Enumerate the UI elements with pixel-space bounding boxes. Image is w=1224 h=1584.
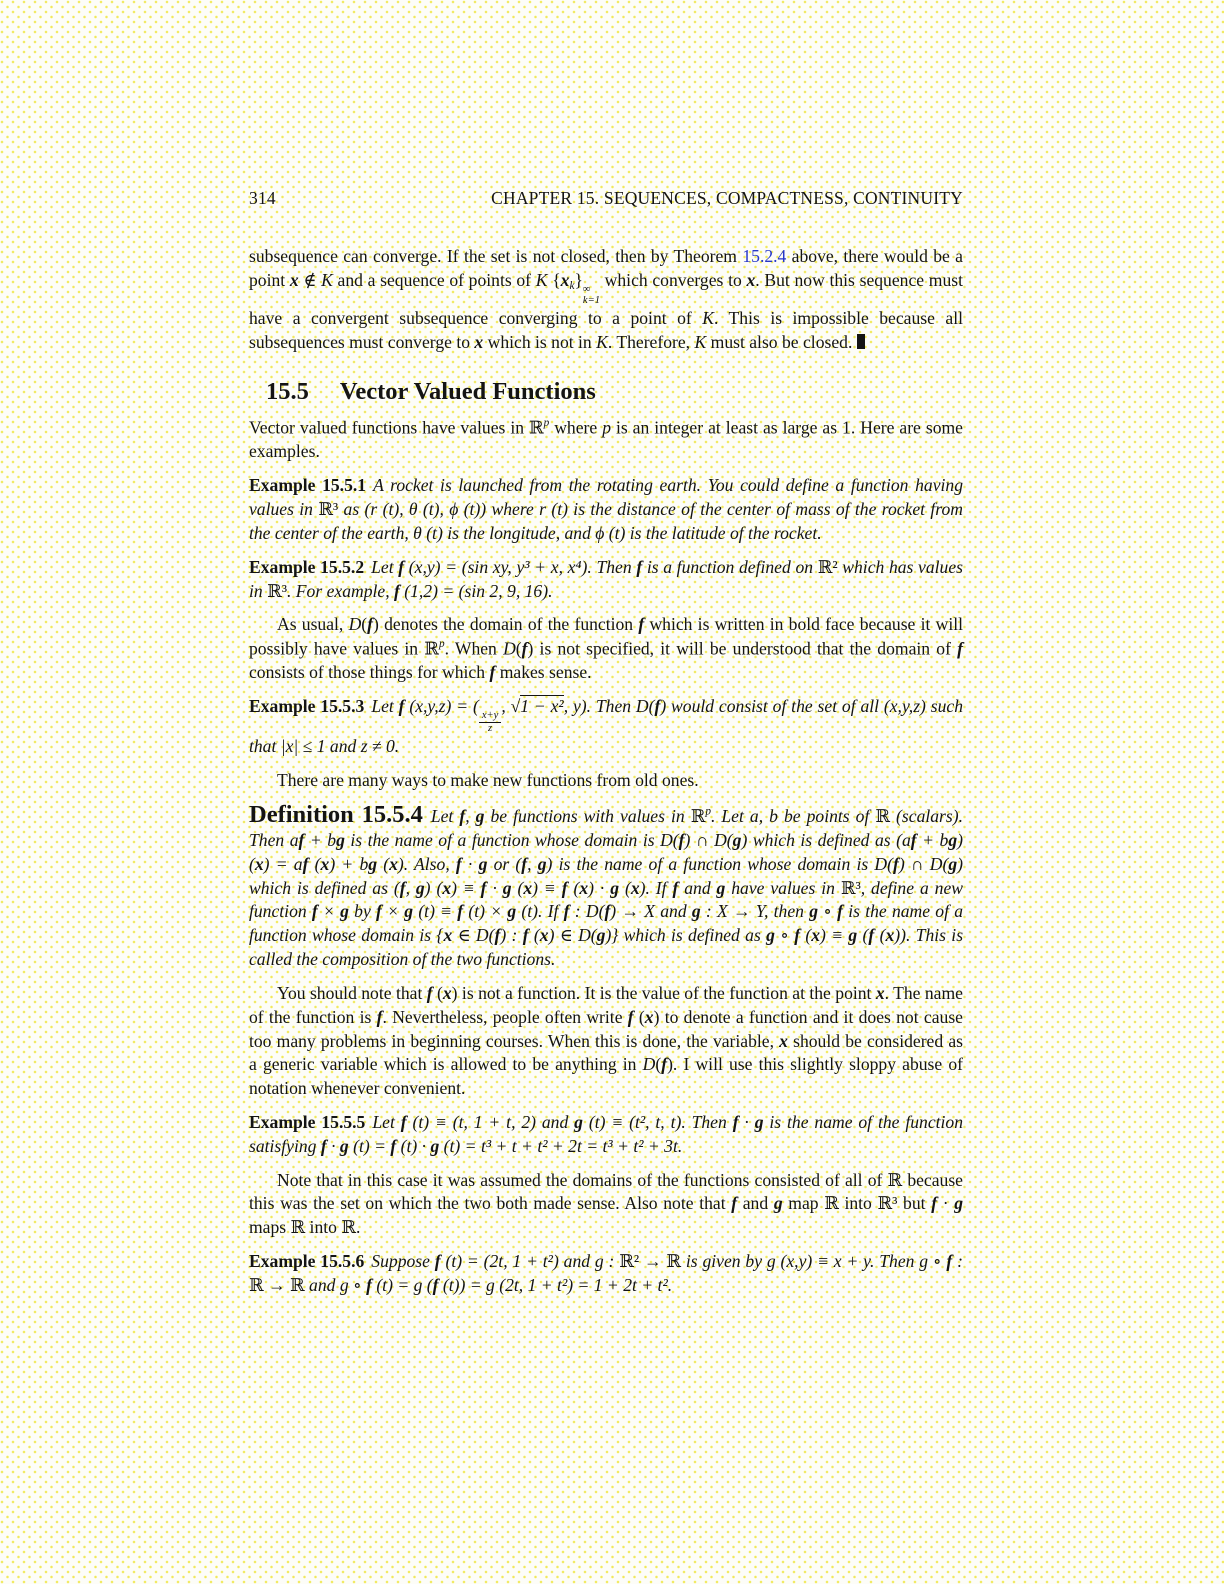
text-run: } (574, 269, 583, 290)
text-run: ∘ (774, 925, 795, 946)
text-run: × (381, 901, 405, 922)
text-run: is the name of the function satisfying (249, 1112, 963, 1156)
stack-superscript: ∞ (582, 283, 591, 295)
text-run: f (494, 925, 501, 946)
text-run: p (705, 805, 711, 818)
text-run: k (569, 279, 575, 292)
text-run: ℝ² → ℝ (619, 1251, 682, 1272)
text-run: g (339, 1135, 349, 1156)
text-run: g (948, 829, 958, 850)
text-run: be functions with values in (484, 806, 691, 827)
text-run: ) which is defined as ( (249, 853, 963, 898)
text-run: g (478, 853, 488, 874)
text-run: f (455, 853, 462, 874)
text-run: f (661, 1054, 668, 1075)
text-run: g (507, 901, 517, 922)
text-run: by (348, 901, 377, 922)
text-run: x (523, 877, 533, 898)
text-run: , (527, 853, 538, 874)
text-run: (1,2) = (sin 2, 9, 16). (399, 580, 553, 601)
text-run: x (560, 269, 570, 290)
text-run: x (443, 925, 453, 946)
text-run: x (539, 925, 549, 946)
text-run: f (521, 853, 528, 874)
text-run: ( (800, 925, 812, 946)
text-run: x (875, 982, 885, 1003)
text-run: ) ≡ (532, 877, 562, 898)
text-run: Example 15.5.1 (249, 475, 367, 496)
text-run: g (368, 853, 378, 874)
text-run: (t) ≡ (t², t, t). Then (582, 1112, 733, 1132)
text-run: . For example, (287, 580, 394, 601)
text-run: Example 15.5.3 (249, 696, 365, 717)
text-run: ) : (500, 925, 523, 946)
qed-box (857, 334, 865, 349)
text-run: g (537, 853, 547, 874)
text-run: (x,y) = (sin xy, y³ + x, x⁴). Then (404, 556, 637, 577)
text-run: f (638, 614, 645, 635)
text-run: K (694, 332, 707, 353)
text-run: ) is the name of a function whose domain is D( (546, 853, 893, 874)
text-run: · (486, 877, 503, 898)
text-run: makes sense. (495, 662, 592, 683)
text-run: f (394, 580, 400, 601)
text-run: must also be closed. (706, 332, 853, 353)
text-run: p (543, 417, 550, 430)
theorem-link[interactable]: 15.2.4 (742, 246, 787, 266)
text-run: g (848, 925, 858, 946)
text-run: x (254, 853, 264, 874)
text-run: f (868, 925, 875, 946)
text-run: f (480, 877, 487, 898)
notation-remark-paragraph (249, 982, 963, 1101)
text-run: (t) · (396, 1135, 431, 1156)
domains-note-paragraph (249, 1169, 963, 1240)
text-run: ) which is defined as (a (741, 829, 911, 850)
text-run: ℝ (690, 806, 706, 827)
text-run: Let (430, 806, 460, 827)
text-run: f (561, 877, 568, 898)
text-run: f (457, 901, 464, 922)
text-run: ) to denote a function and it does not cause too many problems in beginning courses. When this is done, the variable, (249, 1006, 963, 1051)
text-run: g (691, 901, 701, 922)
text-run: (t) = (2t, 1 + t²) and g : (440, 1251, 620, 1272)
text-run: ) + b (329, 853, 369, 874)
text-run: ( (528, 925, 540, 946)
closing-proof-paragraph (249, 245, 963, 355)
text-run: or ( (487, 853, 522, 874)
text-run: ℝ² (817, 556, 838, 577)
text-run: ) ( (249, 829, 964, 874)
stack-subscript: k=1 (582, 295, 600, 307)
text-run: . But now this sequence must have a convergent subsequence converging to a point of (249, 269, 963, 329)
text-run: f (654, 696, 661, 717)
text-run: : (952, 1251, 963, 1272)
text-run: and (678, 877, 717, 898)
text-run: . The name of the function is (249, 982, 963, 1027)
text-run: g (732, 829, 742, 850)
text-run: which is written in bold face because it will possibly have values in ℝ (249, 614, 963, 659)
text-run: as (r (t), θ (t), ϕ (t)) where r (t) is the distance of the center of mass of the rocket from the center of the earth, θ (t) is the longitude, and ϕ (t) is the latitude of the rocket. (249, 499, 963, 543)
text-run: x (746, 269, 756, 290)
definition-15-5-4 (249, 803, 963, 972)
text-run: ) ∩ D( (684, 829, 733, 850)
text-run: K (596, 332, 608, 353)
text-run: f (302, 853, 309, 874)
text-run: (t) ≡ (t, 1 + t, 2) and (406, 1112, 575, 1132)
text-run: f (398, 696, 405, 717)
text-run: where (549, 417, 603, 438)
text-run: ( (874, 925, 886, 946)
fraction-denominator: z (488, 722, 493, 734)
text-run: f (400, 1112, 407, 1132)
text-run: and (737, 1193, 774, 1214)
text-run: f (522, 925, 529, 946)
text-run: f (627, 1006, 634, 1027)
text-run: x (811, 925, 821, 946)
text-run: ). Also, (397, 853, 456, 874)
text-run: (t) = g ( (371, 1274, 433, 1295)
text-run: g (404, 901, 414, 922)
text-run: ( (377, 853, 390, 874)
text-run: ∈ D( (452, 925, 495, 946)
chapter-running-head: CHAPTER 15. SEQUENCES, COMPACTNESS, CONTINUITY (491, 188, 963, 208)
text-run: x (289, 269, 299, 290)
text-run: , define a new function (249, 877, 963, 922)
text-run: consists of those things for which (249, 662, 490, 683)
text-run: ) would consist of the set of all (x,y,z) such that |x| ≤ 1 and z ≠ 0. (249, 696, 964, 757)
text-run: f (432, 1274, 439, 1295)
text-run: There are many ways to make new functions from old ones. (277, 770, 699, 791)
text-run: D (348, 614, 362, 635)
text-run: · (326, 1135, 340, 1156)
text-run: , (501, 696, 511, 717)
text-run: 1 − x² (520, 696, 564, 717)
text-run: Example 15.5.2 (249, 556, 365, 577)
text-run: ( (567, 877, 580, 898)
text-run: + b (916, 829, 949, 850)
text-run: (x,y,z) = ( (404, 696, 479, 717)
text-run: f (731, 1193, 738, 1214)
text-run: As usual, (277, 614, 349, 635)
text-run: f (459, 806, 466, 827)
text-run: f (946, 1251, 953, 1272)
text-run: (scalars). Then a (249, 806, 963, 850)
text-run: ( (308, 853, 321, 874)
text-run: g (415, 877, 425, 898)
example-15-5-6 (249, 1250, 963, 1298)
text-run: f (604, 901, 611, 922)
text-run: g (430, 1135, 440, 1156)
text-run: f (376, 901, 382, 922)
text-run: x (474, 332, 484, 353)
text-run: maps ℝ into ℝ. (249, 1217, 361, 1238)
text-run: ( (633, 1006, 645, 1027)
text-run: g (809, 901, 818, 922)
text-run: √ (510, 696, 521, 717)
text-run: ) → X and (610, 901, 692, 922)
text-run: f (399, 877, 406, 898)
text-run: f (837, 901, 843, 922)
text-run: is a function defined on (642, 556, 818, 577)
text-run: x (389, 853, 398, 874)
text-run: g (766, 925, 775, 946)
text-run: ) ≡ (451, 877, 481, 898)
text-run: ) = a (263, 853, 303, 874)
text-run: g (773, 1193, 783, 1214)
text-run: and g ∘ (304, 1274, 367, 1295)
example-15-5-5 (249, 1111, 963, 1159)
text-run: Let (372, 1112, 401, 1132)
text-run: , (465, 806, 476, 827)
text-run: K (535, 269, 548, 290)
example-15-5-2 (249, 556, 963, 604)
text-run: , (405, 877, 416, 898)
text-run: Definition 15.5.4 (249, 801, 423, 829)
text-run: which converges to (599, 269, 747, 290)
text-run: f (376, 1006, 383, 1027)
text-run: K (321, 269, 333, 290)
domain-notation-paragraph (249, 613, 963, 685)
text-run: K (702, 308, 714, 329)
text-run: Suppose (371, 1251, 435, 1272)
section-intro-paragraph (249, 416, 963, 464)
text-run: : D( (569, 901, 605, 922)
text-run: ) ∈ D( (548, 925, 597, 946)
text-run: , y). Then D( (563, 696, 655, 717)
text-run: × (317, 901, 341, 922)
text-run: map ℝ into ℝ³ but (782, 1193, 932, 1214)
text-run: ( (515, 638, 522, 659)
text-run: f (367, 614, 374, 635)
text-run: ℝ → ℝ (249, 1274, 305, 1295)
text-run: f (910, 829, 917, 850)
book-page (249, 188, 963, 1308)
text-run: · (738, 1112, 755, 1132)
text-run: ). If (639, 877, 673, 898)
text-run: p (602, 417, 611, 438)
text-run: ) ∩ D( (898, 853, 949, 874)
text-run: (t) = t³ + t + t² + 2t = t³ + t² + 3t. (439, 1135, 683, 1156)
text-run: D (642, 1054, 656, 1075)
text-run: g (596, 925, 606, 946)
text-run: ℝ (875, 806, 891, 827)
text-run: f (636, 556, 643, 577)
text-run: ℝ³ (840, 877, 861, 898)
text-run: (t)) = g (2t, 1 + t²) = 1 + 2t + t². (438, 1274, 673, 1295)
text-run: · (937, 1193, 955, 1214)
text-run: f (672, 877, 679, 898)
text-run: g (954, 1193, 964, 1214)
text-run: ) is not specified, it will be understood that the domain of (527, 638, 958, 659)
text-run: x (644, 1006, 654, 1027)
text-run: ) · (588, 877, 611, 898)
text-run: f (732, 1112, 739, 1132)
text-run: . Therefore, (607, 332, 695, 353)
text-run: p (438, 638, 445, 651)
text-run: x (630, 877, 640, 898)
text-run: ℝ³ (267, 580, 287, 601)
text-run: Example 15.5.6 (249, 1251, 365, 1272)
text-run: f (298, 829, 305, 850)
text-run: ) denotes the domain of the function (373, 614, 639, 635)
example-15-5-3 (249, 695, 963, 759)
text-run: f (957, 638, 964, 659)
text-run: ) ( (424, 877, 443, 898)
text-run: f (931, 1193, 938, 1214)
text-run: is the name of a function whose domain is D( (344, 829, 679, 850)
text-run: + b (304, 829, 337, 850)
text-run: g (574, 1112, 583, 1132)
page-number: 314 (249, 188, 276, 208)
text-run: f (398, 556, 405, 577)
text-run: f (563, 901, 570, 922)
text-run: f (489, 662, 496, 683)
text-run: ( (857, 925, 869, 946)
text-run: g (336, 829, 345, 850)
text-run: have values in (725, 877, 841, 898)
text-run: f (434, 1251, 441, 1272)
fraction-numerator: x+y (479, 710, 501, 723)
text-run: is given by g (x,y) ≡ x + y. Then g ∘ (681, 1251, 947, 1272)
text-run: f (320, 1135, 327, 1156)
text-run: . This is impossible because all subsequences must converge to (249, 308, 963, 353)
text-run: is the name of a function whose domain is { (249, 901, 964, 946)
text-run: x (320, 853, 330, 874)
text-run: You should note that (277, 982, 427, 1003)
text-run: g (475, 806, 485, 827)
text-run: should be considered as a generic variable which is allowed to be anything in (249, 1030, 963, 1075)
text-run: ) ≡ (820, 925, 849, 946)
example-15-5-1 (249, 474, 963, 545)
text-run: Let (371, 696, 399, 717)
text-run: ∉ (298, 269, 322, 290)
text-run: f (521, 638, 528, 659)
transition-paragraph (249, 769, 963, 793)
text-run: Note that in this case it was assumed the domains of the functions consisted of all of ℝ because this was the set on which the two both made sense. Also note that (249, 1169, 963, 1214)
text-run: f (390, 1135, 397, 1156)
text-run: (t). If (516, 901, 564, 922)
text-run: f (794, 925, 801, 946)
text-run: ( (511, 877, 524, 898)
limits-stack (583, 284, 600, 308)
text-run: g (610, 877, 620, 898)
text-run: . When (444, 638, 504, 659)
text-run: which has values in (249, 556, 964, 601)
text-run: (t) = (348, 1135, 391, 1156)
text-run: x (885, 925, 895, 946)
section-heading (266, 377, 963, 406)
text-run: D (503, 638, 516, 659)
text-run: (t) × (463, 901, 508, 922)
text-run: and a sequence of points of (332, 269, 536, 290)
text-run: ( (432, 982, 443, 1003)
text-run: )} which is defined as (605, 925, 767, 946)
text-run: Let (371, 556, 399, 577)
text-run: )). This is called the composition of the two functions. (249, 925, 964, 970)
text-run: f (678, 829, 685, 850)
text-run: x (579, 877, 589, 898)
text-run: Vector valued functions have values in ℝ (249, 417, 544, 438)
text-run: subsequence can converge. If the set is not closed, then by Theorem (249, 246, 743, 266)
text-run: above, there would be a point (249, 246, 963, 290)
section-title: Vector Valued Functions (339, 377, 596, 405)
text-run: f (311, 901, 318, 922)
text-run: x (442, 982, 452, 1003)
text-run: Example 15.5.5 (249, 1112, 366, 1132)
text-run: A rocket is launched from the rotating earth. You could define a function having values in (249, 475, 963, 520)
text-run: g (754, 1112, 764, 1132)
text-run: g (502, 877, 512, 898)
text-run: is an integer at least as large as 1. Here are some examples. (249, 417, 963, 462)
inline-fraction (479, 710, 501, 736)
text-run: f (426, 982, 433, 1003)
text-run: . Let a, b be points of (710, 806, 876, 827)
text-run: x (779, 1030, 788, 1051)
section-number: 15.5 (266, 377, 309, 405)
text-run: { (547, 269, 561, 290)
text-run: which is not in (483, 332, 597, 353)
text-run: ( (619, 877, 631, 898)
text-run: ( (361, 614, 368, 635)
text-run: x (442, 877, 452, 898)
text-run: f (366, 1274, 372, 1295)
text-run: ( (655, 1054, 662, 1075)
text-run: ). I will use this slightly sloppy abuse of notation whenever convenient. (249, 1054, 964, 1099)
text-run: : X → Y, then (700, 901, 810, 922)
text-run: g (948, 853, 958, 874)
text-run: . Nevertheless, people often write (382, 1006, 628, 1027)
text-run: ) is not a function. It is the value of the function at the point (451, 982, 876, 1003)
text-run: · (461, 853, 479, 874)
text-run: ∘ (818, 901, 838, 922)
page-text (249, 245, 963, 1298)
text-run: g (340, 901, 349, 922)
text-run: g (716, 877, 726, 898)
text-run: f (892, 853, 899, 874)
running-header (249, 188, 963, 209)
text-run: ℝ³ (318, 499, 339, 520)
text-run: (t) ≡ (413, 901, 458, 922)
